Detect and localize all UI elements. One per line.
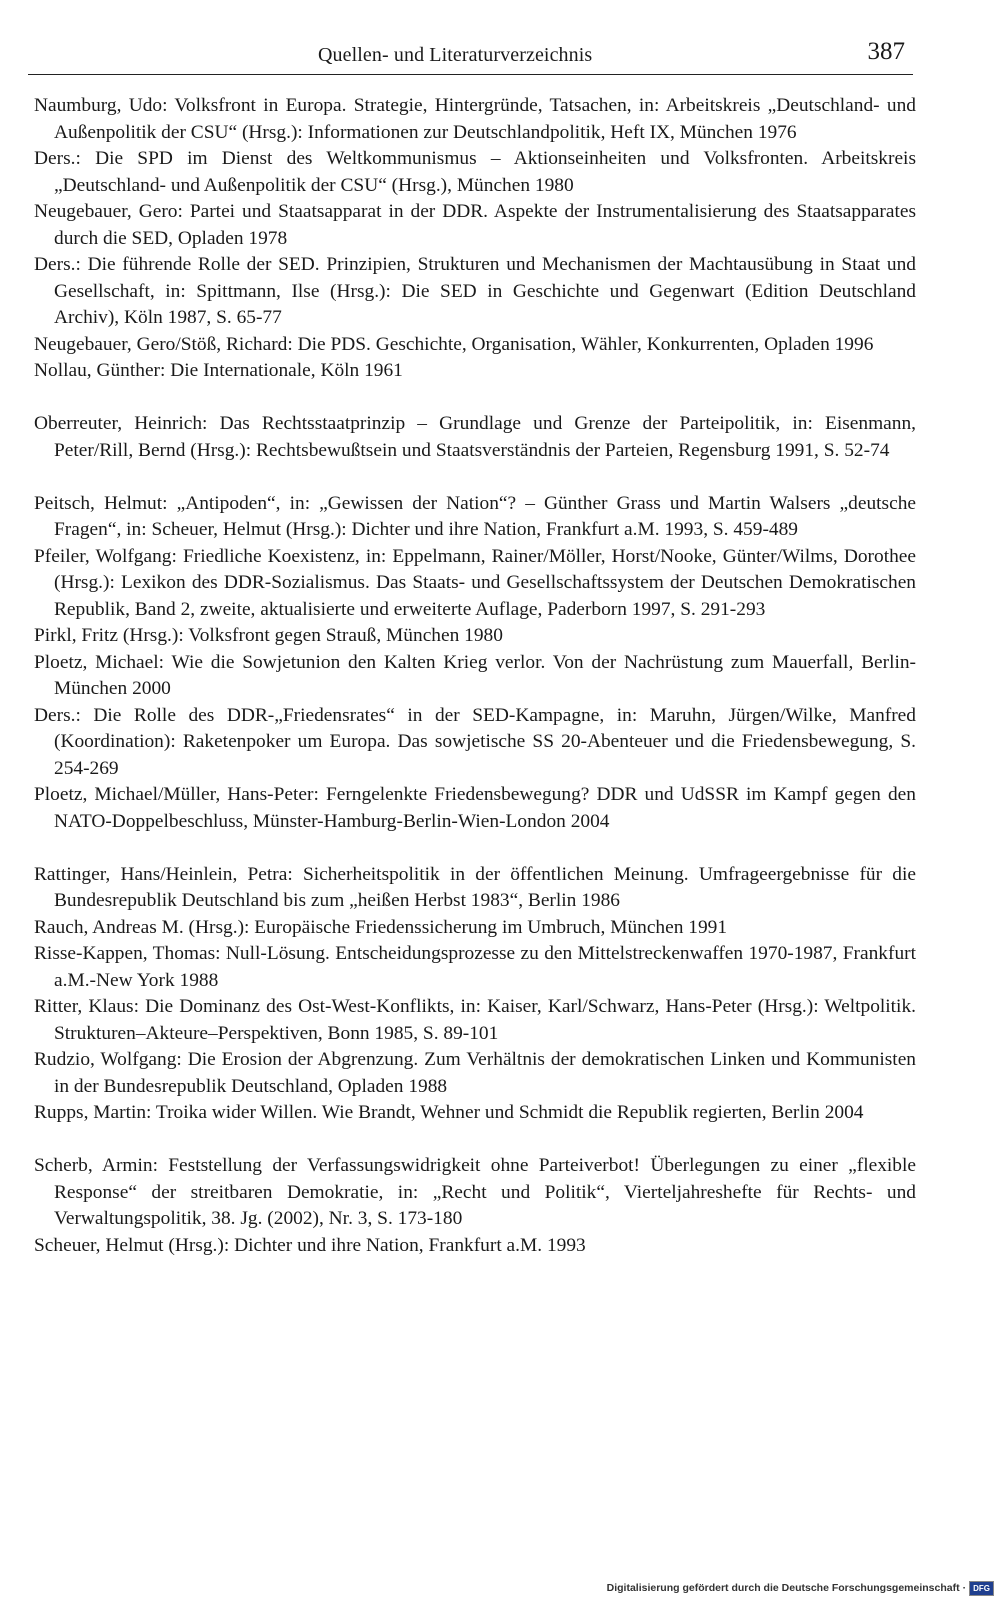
digitization-credit: Digitalisierung gefördert durch die Deutsche Forschungsgemeinschaft (606, 1582, 960, 1594)
bibliography-entry-pirkl: Pirkl, Fritz (Hrsg.): Volksfront gegen Strauß, München 1980 (34, 625, 503, 646)
bibliography-list (34, 93, 916, 1259)
bibliography-entry-neugebauer-partei: Neugebauer, Gero: Partei und Staatsapparat in der DDR. Aspekte der Instrumentalisierung des Staatsapparates durch die SED, Opladen 1978 (34, 201, 916, 249)
running-header (28, 38, 913, 75)
header-title: Quellen- und Literaturverzeichnis (318, 44, 593, 66)
digitization-footer: Digitalisierung gefördert durch die Deutsche Forschungsgemeinschaft · DFG (607, 1580, 994, 1596)
bibliography-entry-naumburg-volksfront: Naumburg, Udo: Volksfront in Europa. Strategie, Hintergründe, Tatsachen, in: Arbeitskreis „Deutschland- und Außenpolitik der CSU“ (Hrsg.): Informationen zur Deutschlandpolitik, Heft IX, München 1976 (34, 95, 916, 143)
bibliography-entry-risse-kappen: Risse-Kappen, Thomas: Null-Lösung. Entscheidungsprozesse zu den Mittelstreckenwaffen 1970-1987, Frankfurt a.M.-New York 1988 (34, 943, 916, 991)
bibliography-entry-peitsch: Peitsch, Helmut: „Antipoden“, in: „Gewissen der Nation“? – Günther Grass und Martin Walsers „deutsche Fragen“, in: Scheuer, Helmut (Hrsg.): Dichter und ihre Nation, Frankfurt a.M. 1993, S. 459-489 (34, 492, 916, 540)
bibliography-entry-naumburg-spd: Ders.: Die SPD im Dienst des Weltkommunismus – Aktionseinheiten und Volksfronten. Arbeitskreis „Deutschland- und Außenpolitik der CSU“ (Hrsg.), München 1980 (34, 148, 916, 196)
dfg-logo-icon: DFG (969, 1581, 994, 1596)
bibliography-entry-rauch: Rauch, Andreas M. (Hrsg.): Europäische Friedenssicherung im Umbruch, München 1991 (34, 916, 728, 938)
bibliography-entry-ploetz-mueller: Ploetz, Michael/Müller, Hans-Peter: Ferngelenkte Friedensbewegung? DDR und UdSSR im Kampf gegen den NATO-Doppelbeschluss, Münster-Hamburg-Berlin-Wien-London 2004 (34, 784, 916, 832)
bibliography-entry-oberreuter: Oberreuter, Heinrich: Das Rechtsstaatprinzip – Grundlage und Grenze der Parteipolitik, in: Eisenmann, Peter/Rill, Bernd (Hrsg.): Rechtsbewußtsein und Staatsverständnis der Parteien, Regensburg 1991, S. 52-74 (34, 413, 916, 461)
bibliography-entry-ploetz-sowjetunion: Ploetz, Michael: Wie die Sowjetunion den Kalten Krieg verlor. Von der Nachrüstung zum Mauerfall, Berlin-München 2000 (34, 651, 916, 699)
bibliography-entry-ploetz-friedensrat: Ders.: Die Rolle des DDR-„Friedensrates“ in der SED-Kampagne, in: Maruhn, Jürgen/Wilke, Manfred (Koordination): Raketenpoker um Europa. Das sowjetische SS 20-Abenteuer und die Friedensbewegung, S. 254-269 (34, 704, 916, 779)
page-number: 387 (867, 38, 905, 65)
bibliography-entry-rattinger: Rattinger, Hans/Heinlein, Petra: Sicherheitspolitik in der öffentlichen Meinung. Umfrageergebnisse für die Bundesrepublik Deutschland bis zum „heißen Herbst 1983“, Berlin 1986 (34, 863, 916, 911)
bibliography-entry-pfeiler: Pfeiler, Wolfgang: Friedliche Koexistenz, in: Eppelmann, Rainer/Möller, Horst/Nooke, Günter/Wilms, Dorothee (Hrsg.): Lexikon des DDR-Sozialismus. Das Staats- und Gesellschaftssystem der Deutschen Demokratischen Republik, Band 2, zweite, aktualisierte und erweiterte Auflage, Paderborn 1997, S. 291-293 (34, 545, 916, 620)
bibliography-entry-ritter: Ritter, Klaus: Die Dominanz des Ost-West-Konflikts, in: Kaiser, Karl/Schwarz, Hans-Peter (Hrsg.): Weltpolitik. Strukturen–Akteure–Perspektiven, Bonn 1985, S. 89-101 (34, 996, 916, 1044)
bibliography-entry-scherb: Scherb, Armin: Feststellung der Verfassungswidrigkeit ohne Parteiverbot! Überlegungen zu einer „flexible Response“ der streitbaren Demokratie, in: „Recht und Politik“, Vierteljahreshefte für Rechts- und Verwaltungspolitik, 38. Jg. (2002), Nr. 3, S. 173-180 (34, 1155, 916, 1229)
bibliography-entry-rudzio: Rudzio, Wolfgang: Die Erosion der Abgrenzung. Zum Verhältnis der demokratischen Linken und Kommunisten in der Bundesrepublik Deutschland, Opladen 1988 (34, 1049, 916, 1097)
bibliography-entry-scheuer: Scheuer, Helmut (Hrsg.): Dichter und ihre Nation, Frankfurt a.M. 1993 (34, 1234, 586, 1256)
bibliography-entry-neugebauer-rolle: Ders.: Die führende Rolle der SED. Prinzipien, Strukturen und Mechanismen der Machtausübung in Staat und Gesellschaft, in: Spittmann, Ilse (Hrsg.): Die SED in Geschichte und Gegenwart (Edition Deutschland Archiv), Köln 1987, S. 65-77 (34, 254, 916, 328)
bibliography-entry-rupps: Rupps, Martin: Troika wider Willen. Wie Brandt, Wehner und Schmidt die Republik regierten, Berlin 2004 (34, 1102, 864, 1123)
bibliography-entry-neugebauer-stoess: Neugebauer, Gero/Stöß, Richard: Die PDS. Geschichte, Organisation, Wähler, Konkurrenten, Opladen 1996 (34, 333, 874, 355)
bibliography-entry-nollau: Nollau, Günther: Die Internationale, Köln 1961 (34, 360, 403, 381)
